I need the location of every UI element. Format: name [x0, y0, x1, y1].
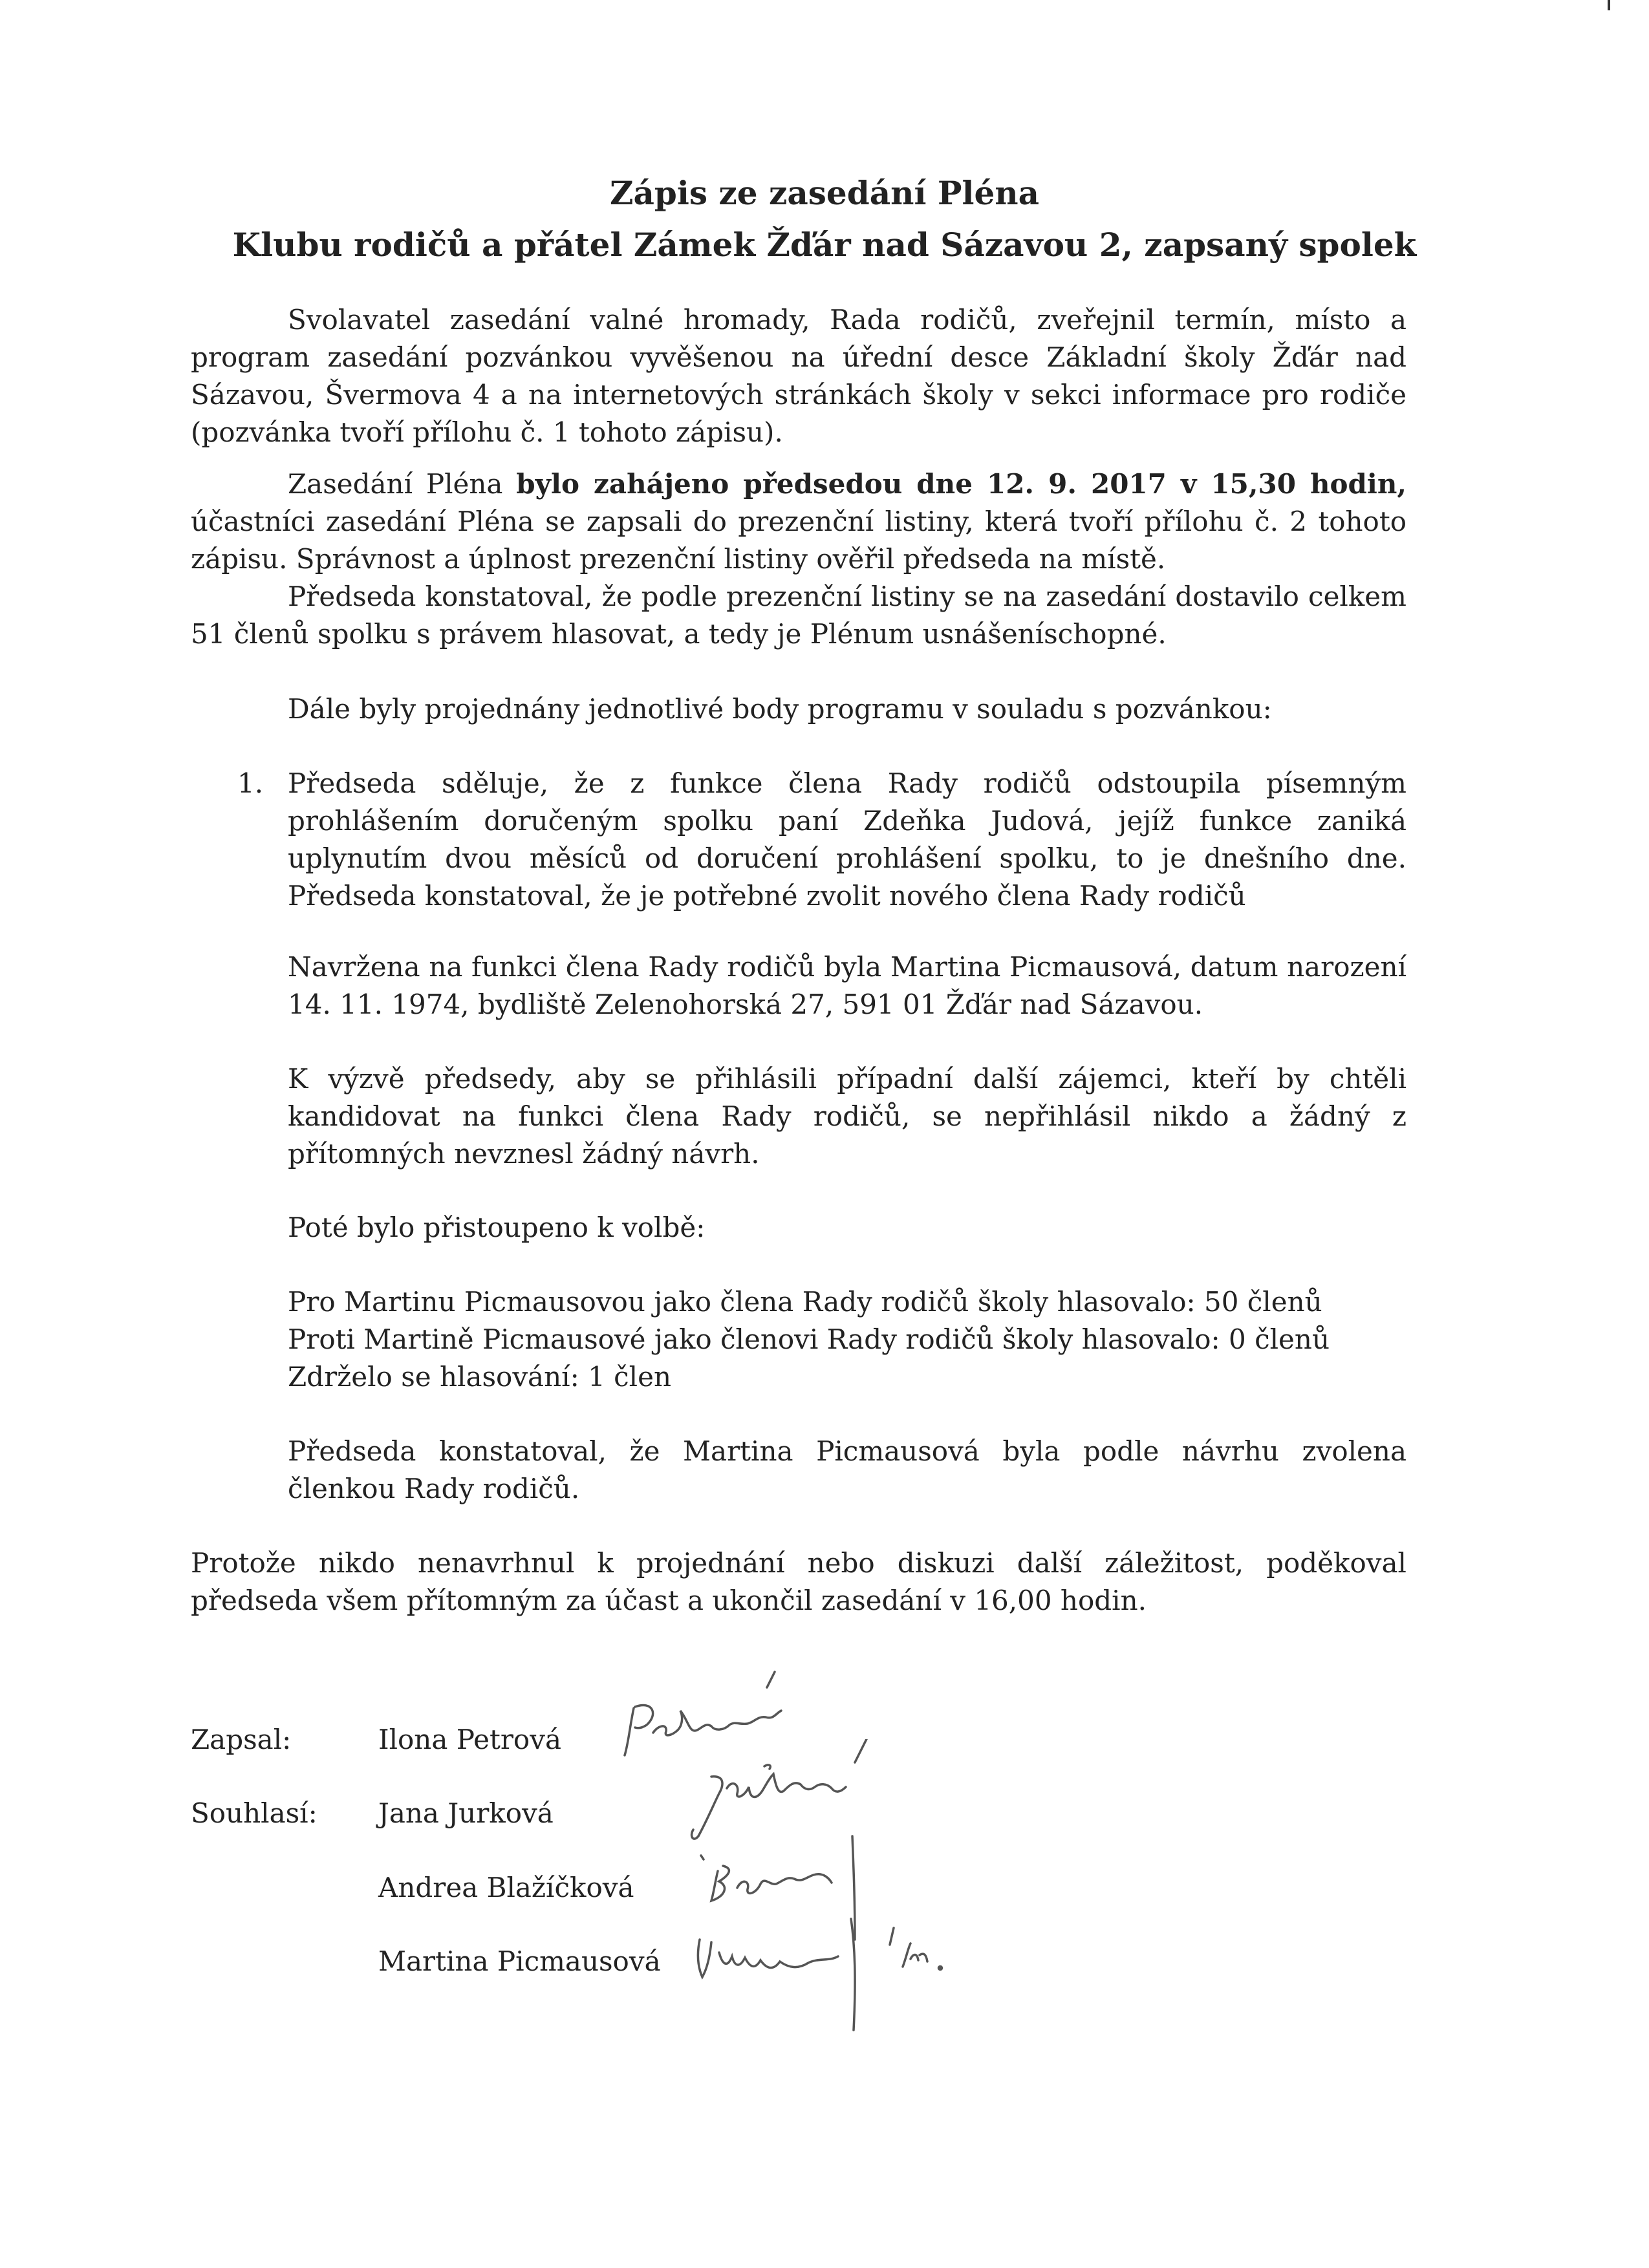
agree-name-1: Jana Jurková [378, 1797, 554, 1829]
paragraph-opening [191, 465, 1406, 578]
vote-abstain: Zdrželo se hlasování: 1 člen [288, 1361, 672, 1393]
paragraph-opening-lead: Zasedání Pléna [288, 468, 517, 500]
paragraph-opening-bold: bylo zahájeno předsedou dne 12. 9. 2017 v 15,30 hodin, [516, 468, 1406, 500]
agenda-item-text: Předseda sděluje, že z funkce člena Rady rodičů odstoupila písemným prohlášením doručeným spolku paní Zdeňka Judová, jejíž funkce zaniká uplynutím dvou měsíců od doručení prohlášení spolku, to je dnešního dne. Předseda konstatoval, že je potřebné zvolit nového člena Rady rodičů [288, 767, 1406, 912]
closing-paragraph: Protože nikdo nenavrhnul k projednání nebo diskuzi další záležitost, poděkoval předseda všem přítomným za účast a ukončil zasedání v 16,00 hodin. [191, 1547, 1406, 1616]
document-title: Zápis ze zasedání Pléna [609, 174, 1040, 212]
paragraph-convocation: Svolavatel zasedání valné hromady, Rada rodičů, zveřejnil termín, místo a program zasedání pozvánkou vyvěšenou na úřední desce Základní školy Žďár nad Sázavou, Švermova 4 a na internetových stránkách školy v sekci informace pro rodiče (pozvánka tvoří přílohu č. 1 tohoto zápisu). [191, 304, 1406, 448]
election-result: Předseda konstatoval, že Martina Picmausová byla podle návrhu zvolena členkou Rady rodičů. [288, 1435, 1406, 1504]
agenda-item-1 [237, 765, 1406, 915]
nomination-text: Navržena na funkci člena Rady rodičů byla Martina Picmausová, datum narození 14. 11. 1974, bydliště Zelenohorská 27, 591 01 Žďár nad Sázavou. [288, 951, 1406, 1020]
agree-name-2: Andrea Blažíčková [378, 1872, 634, 1903]
document-subtitle: Klubu rodičů a přátel Zámek Žďár nad Sázavou 2, zapsaný spolek [232, 226, 1417, 264]
paragraph-agenda-intro: Dále byly projednány jednotlivé body programu v souladu s pozvánkou: [288, 693, 1272, 725]
signature-picmausova [692, 1907, 976, 2037]
vote-against: Proti Martině Picmausové jako členovi Rady rodičů školy hlasovalo: 0 členů [288, 1323, 1330, 1355]
signature-jurkova [685, 1739, 879, 1843]
agree-label: Souhlasí: [191, 1797, 318, 1829]
agenda-item-number: 1. [237, 767, 264, 799]
vote-for: Pro Martinu Picmausovou jako člena Rady rodičů školy hlasovalo: 50 členů [288, 1286, 1322, 1318]
vote-intro: Poté bylo přistoupeno k volbě: [288, 1212, 706, 1243]
recorded-by-name: Ilona Petrová [378, 1724, 561, 1755]
agree-name-3: Martina Picmausová [378, 1945, 661, 1977]
scan-mark [1602, 0, 1615, 13]
call-for-candidates: K výzvě předsedy, aby se přihlásili případní další zájemci, kteří by chtěli kandidovat na funkci člena Rady rodičů, se nepřihlásil nikdo a žádný z přítomných nevznesl žádný návrh. [288, 1063, 1406, 1170]
recorded-by-label: Zapsal: [191, 1724, 292, 1755]
paragraph-opening-rest: účastníci zasedání Pléna se zapsali do prezenční listiny, která tvoří přílohu č. 2 tohoto zápisu. Správnost a úplnost prezenční listiny ověřil předseda na místě. [191, 506, 1406, 575]
paragraph-quorum: Předseda konstatoval, že podle prezenční listiny se na zasedání dostavilo celkem 51 členů spolku s právem hlasovat, a tedy je Plénum usnášeníschopné. [191, 581, 1406, 650]
